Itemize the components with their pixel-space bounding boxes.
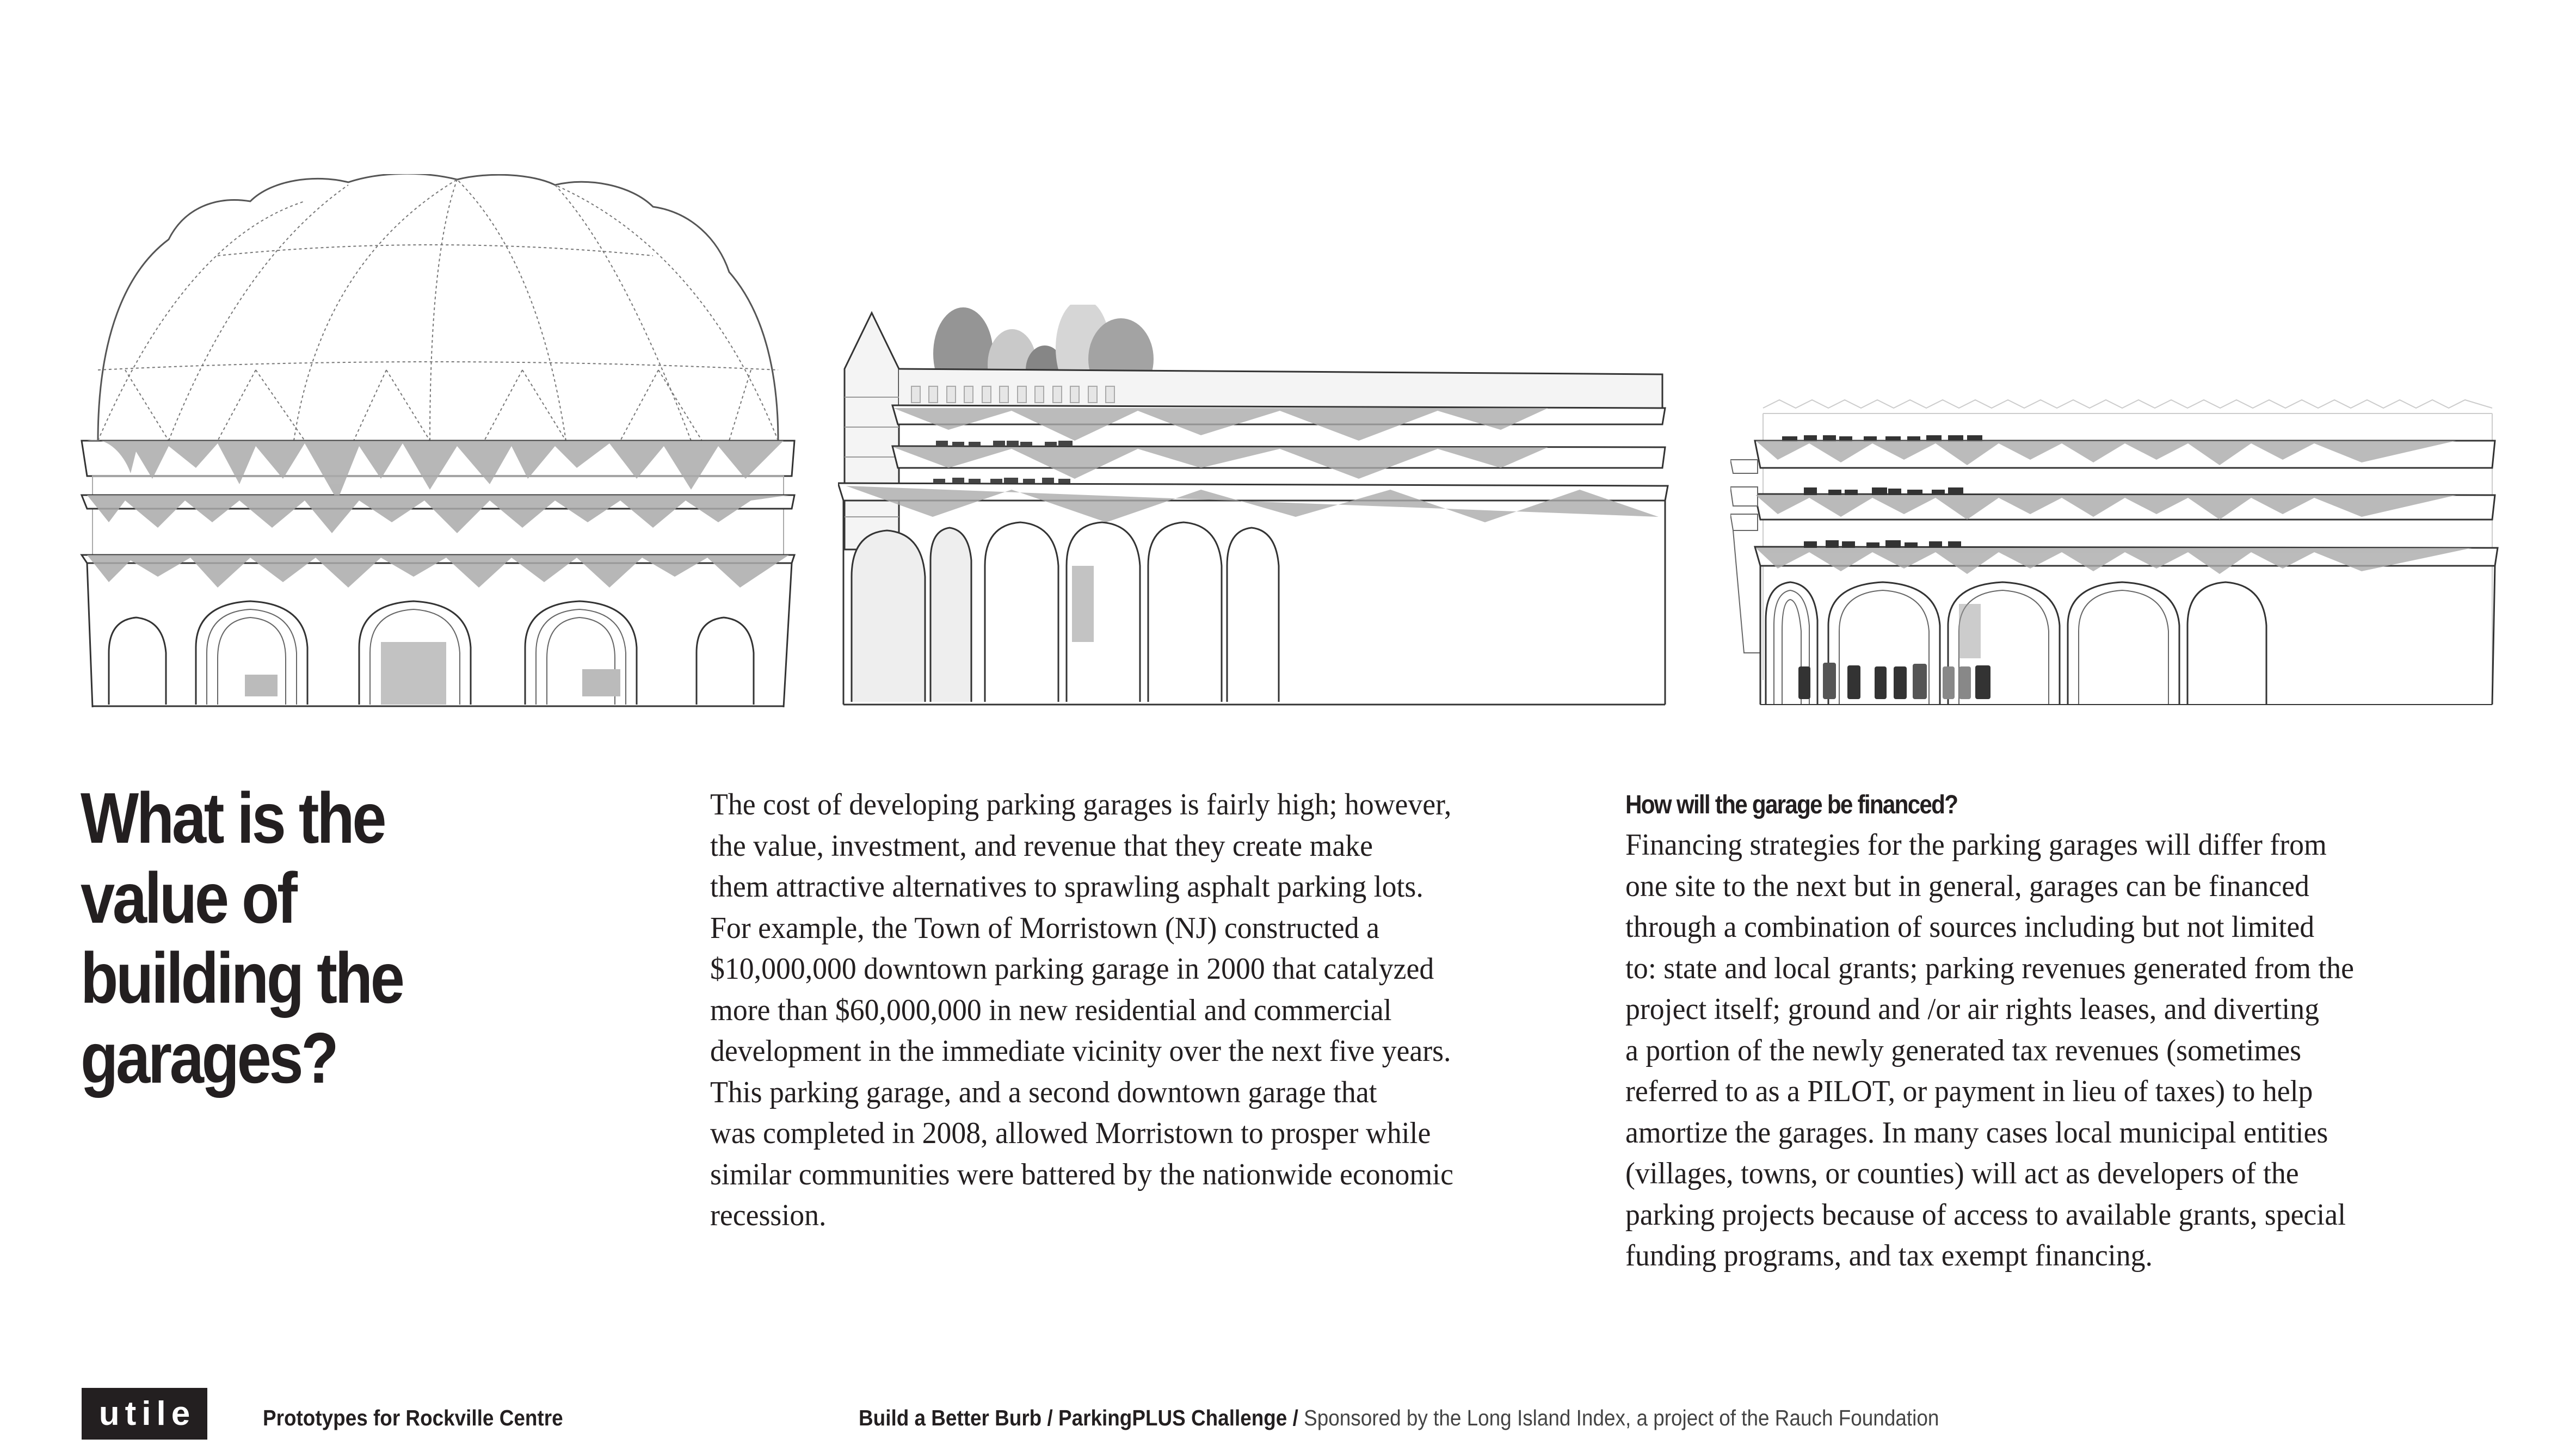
paragraph-line: more than $60,000,000 in new residential and commercial: [710, 993, 1392, 1027]
paragraph-line: This parking garage, and a second downtown garage that: [710, 1075, 1377, 1109]
logo-text: utile: [98, 1395, 196, 1433]
paragraph-line: funding programs, and tax exempt financing.: [1625, 1239, 2153, 1273]
page-title: [81, 778, 502, 1098]
title-line: value of: [81, 858, 295, 938]
value-paragraph: [710, 785, 1453, 1237]
paragraph-line: $10,000,000 downtown parking garage in 2000 that catalyzed: [710, 952, 1434, 986]
paragraph-line: Financing strategies for the parking garages will differ from: [1625, 828, 2327, 862]
paragraph-line: development in the immediate vicinity over the next five years.: [710, 1034, 1451, 1068]
illustration-dome-garage: [76, 174, 800, 707]
dome-garage-drawing: [76, 174, 800, 707]
ground-floor-cars: [1798, 663, 1990, 699]
paragraph-line: parking projects because of access to available grants, special: [1625, 1197, 2346, 1232]
paragraph-line: through a combination of sources including but not limited: [1625, 910, 2315, 944]
stacked-garage-drawing: [1730, 397, 2519, 713]
title-line: building the: [81, 938, 403, 1018]
paragraph-line: For example, the Town of Morristown (NJ) constructed a: [710, 911, 1379, 945]
paragraph-line: The cost of developing parking garages is fairly high; however,: [710, 788, 1452, 822]
paragraph-line: was completed in 2008, allowed Morristown to prosper while: [710, 1116, 1431, 1150]
illustration-stacked-garage: [1730, 397, 2519, 713]
paragraph-line: the value, investment, and revenue that they create make: [710, 829, 1373, 863]
utile-logo: [82, 1388, 207, 1440]
gabled-garage-drawing: [838, 305, 1709, 713]
project-name: Prototypes for Rockville Centre: [263, 1405, 563, 1430]
paragraph-line: similar communities were battered by the nationwide economic: [710, 1157, 1453, 1191]
title-line: garages?: [81, 1018, 337, 1098]
financing-paragraph: [1625, 825, 2354, 1277]
paragraph-line: one site to the next but in general, garages can be financed: [1625, 869, 2309, 903]
paragraph-line: a portion of the newly generated tax revenues (sometimes: [1625, 1033, 2302, 1067]
paragraph-line: recession.: [710, 1199, 827, 1232]
title-line: What is the: [81, 778, 385, 858]
paragraph-line: project itself; ground and /or air rights leases, and diverting: [1625, 992, 2319, 1026]
illustration-gabled-garage: [838, 305, 1709, 713]
paragraph-line: referred to as a PILOT, or payment in lieu of taxes) to help: [1625, 1075, 2313, 1108]
sponsor-text: Sponsored by the Long Island Index, a project of the Rauch Foundation: [1304, 1405, 1939, 1430]
sponsor-line: [859, 1405, 1939, 1431]
paragraph-line: amortize the garages. In many cases local municipal entities: [1625, 1115, 2328, 1150]
financing-heading: How will the garage be financed?: [1625, 791, 1958, 819]
paragraph-line: to: state and local grants; parking revenues generated from the: [1625, 951, 2355, 985]
paragraph-line: (villages, towns, or counties) will act as developers of the: [1625, 1157, 2299, 1190]
paragraph-line: them attractive alternatives to sprawling asphalt parking lots.: [710, 870, 1423, 904]
challenge-name: Build a Better Burb / ParkingPLUS Challenge /: [859, 1405, 1298, 1430]
